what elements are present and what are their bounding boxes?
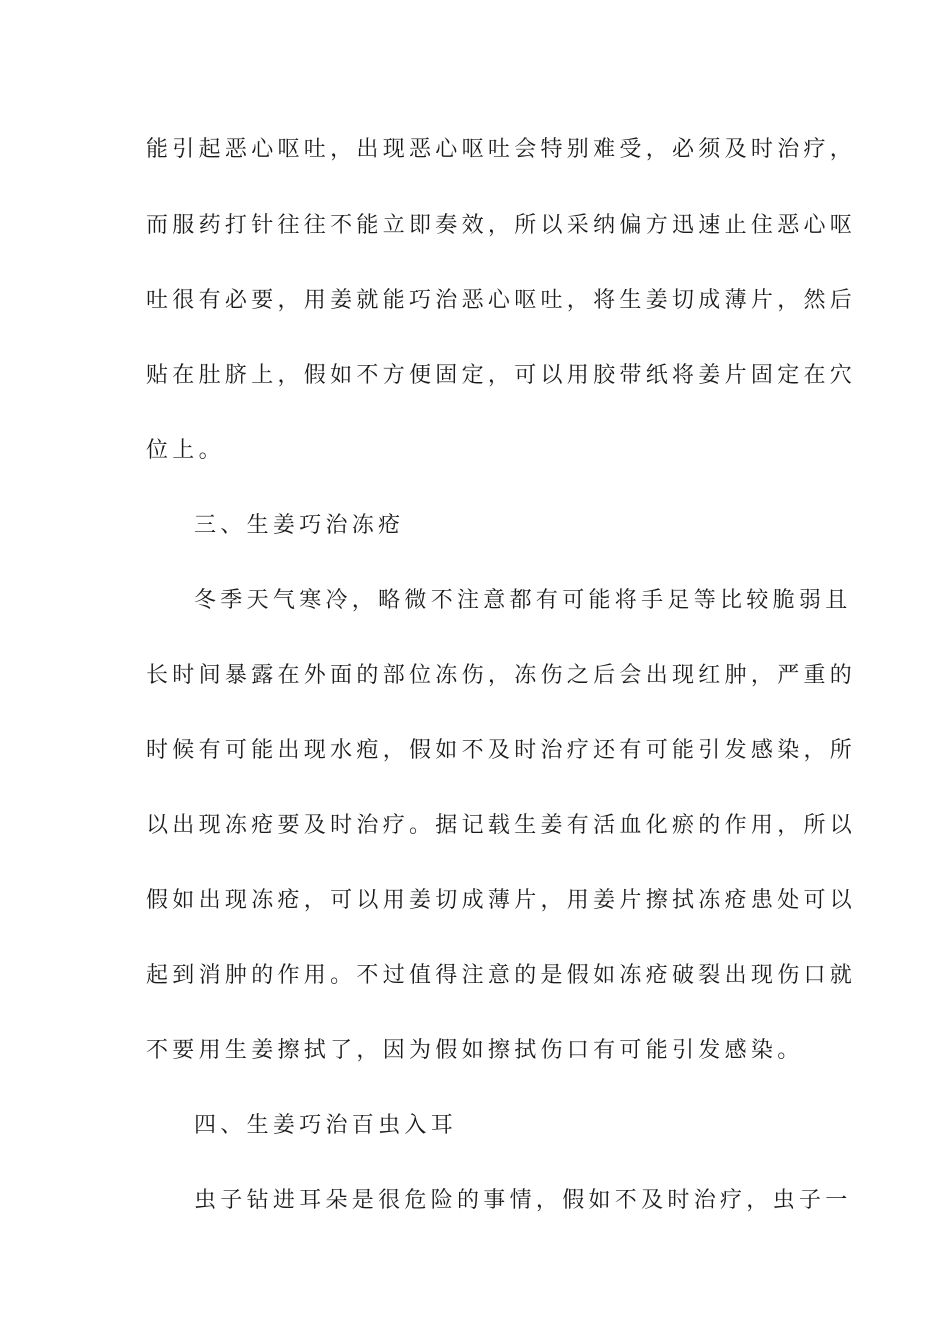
body-text-line: 长时间暴露在外面的部位冻伤，冻伤之后会出现红肿，严重的 bbox=[146, 663, 857, 688]
section-heading: 三、生姜巧治冻疮 bbox=[194, 513, 405, 538]
body-text-line: 冬季天气寒冷，略微不注意都有可能将手足等比较脆弱且 bbox=[194, 588, 852, 613]
body-text-line: 虫子钻进耳朵是很危险的事情，假如不及时治疗，虫子一 bbox=[194, 1188, 852, 1213]
body-text-line: 起到消肿的作用。不过值得注意的是假如冻疮破裂出现伤口就 bbox=[146, 963, 857, 988]
body-text-line: 假如出现冻疮，可以用姜切成薄片，用姜片擦拭冻疮患处可以 bbox=[146, 888, 857, 913]
section-heading: 四、生姜巧治百虫入耳 bbox=[194, 1113, 458, 1138]
body-text-line: 能引起恶心呕吐，出现恶心呕吐会特别难受，必须及时治疗， bbox=[146, 137, 857, 162]
body-text-line: 位上。 bbox=[146, 438, 225, 463]
body-text-line: 时候有可能出现水疱，假如不及时治疗还有可能引发感染，所 bbox=[146, 738, 857, 763]
body-text-line: 不要用生姜擦拭了，因为假如擦拭伤口有可能引发感染。 bbox=[146, 1038, 804, 1063]
body-text-line: 贴在肚脐上，假如不方便固定，可以用胶带纸将姜片固定在穴 bbox=[146, 363, 857, 388]
body-text-line: 吐很有必要，用姜就能巧治恶心呕吐，将生姜切成薄片，然后 bbox=[146, 288, 857, 313]
body-text-line: 而服药打针往往不能立即奏效，所以采纳偏方迅速止住恶心呕 bbox=[146, 213, 857, 238]
body-text-line: 以出现冻疮要及时治疗。据记载生姜有活血化瘀的作用，所以 bbox=[146, 813, 857, 838]
